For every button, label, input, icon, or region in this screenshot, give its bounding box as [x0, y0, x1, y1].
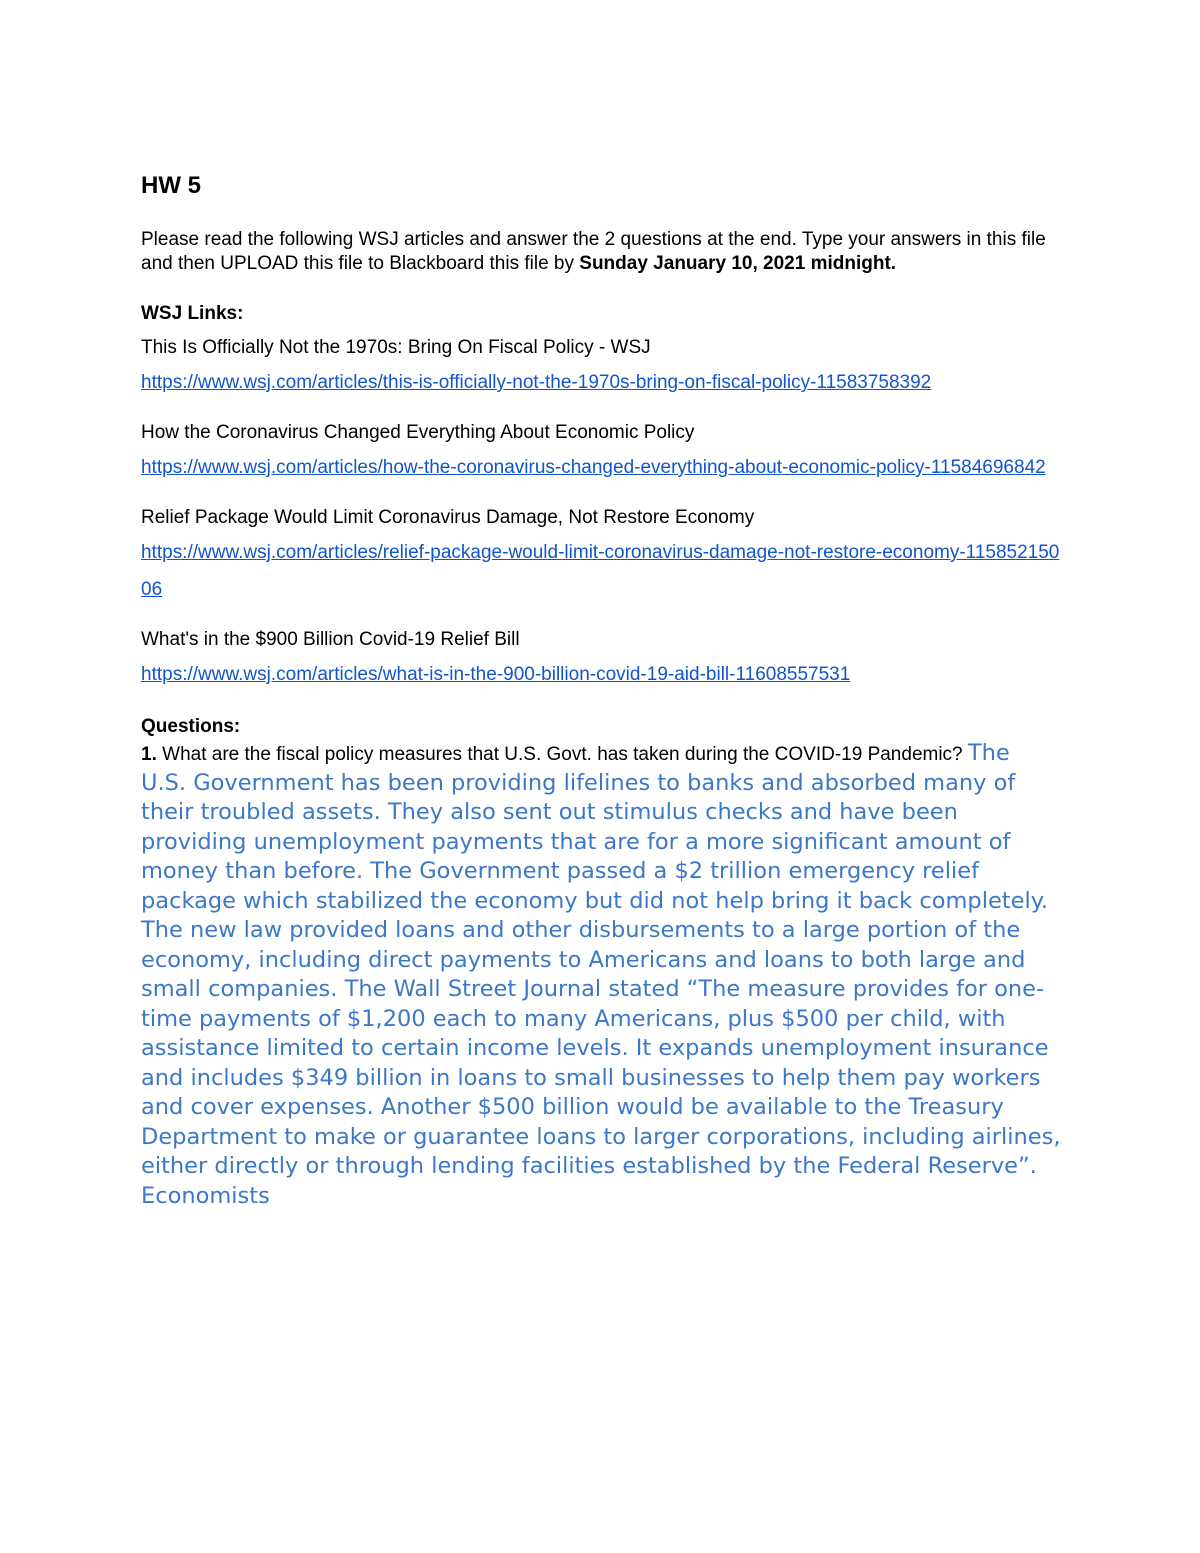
question-number: 1.	[141, 744, 157, 765]
question-1	[141, 739, 1061, 1211]
document-title: HW 5	[141, 172, 201, 199]
article-item	[141, 336, 1061, 401]
article-link[interactable]: https://www.wsj.com/articles/how-the-coronavirus-changed-everything-about-economic-policy-11584696842	[141, 457, 1046, 478]
article-item	[141, 506, 1061, 608]
article-title: What's in the $900 Billion Covid-19 Relief Bill	[141, 629, 520, 650]
article-link[interactable]: https://www.wsj.com/articles/this-is-officially-not-the-1970s-bring-on-fiscal-policy-11583758392	[141, 372, 932, 393]
article-item	[141, 628, 1061, 693]
article-item	[141, 421, 1061, 486]
article-link[interactable]: https://www.wsj.com/articles/relief-package-would-limit-coronavirus-damage-not-restore-economy-11585215006	[141, 542, 1060, 600]
article-title: How the Coronavirus Changed Everything About Economic Policy	[141, 422, 695, 443]
document-page	[141, 168, 1061, 1211]
intro-deadline: Sunday January 10, 2021 midnight.	[579, 253, 897, 274]
questions-heading: Questions:	[141, 716, 241, 737]
article-link[interactable]: https://www.wsj.com/articles/what-is-in-the-900-billion-covid-19-aid-bill-11608557531	[141, 664, 851, 685]
answer-text[interactable]: The U.S. Government has been providing lifelines to banks and absorbed many of their troubled assets. They also sent out stimulus checks and have been providing unemployment payments that are for a more significant amount of money than before. The Government passed a $2 trillion emergency relief package which stabilized the economy but did not help bring it back completely. The new law provided loans and other disbursements to a large portion of the economy, including direct payments to Americans and loans to both large and small companies. The Wall Street Journal stated “The measure provides for one-time payments of $1,200 each to many Americans, plus $500 per child, with assistance limited to certain income levels. It expands unemployment insurance and includes $349 billion in loans to small businesses to help them pay workers and cover expenses. Another $500 billion would be available to the Treasury Department to make or guarantee loans to larger corporations, including airlines, either directly or through lending facilities established by the Federal Reserve”. Economists	[141, 740, 1061, 1209]
article-title: Relief Package Would Limit Coronavirus Damage, Not Restore Economy	[141, 507, 755, 528]
intro-paragraph	[141, 228, 1061, 276]
links-heading: WSJ Links:	[141, 303, 244, 324]
questions-section	[141, 715, 1061, 1211]
article-title: This Is Officially Not the 1970s: Bring On Fiscal Policy - WSJ	[141, 337, 651, 358]
question-text: What are the fiscal policy measures that U.S. Govt. has taken during the COVID-19 Pandemic?	[156, 744, 968, 765]
intro-text: Please read the following WSJ articles and answer the 2 questions at the end. Type your answers in this file and then UPLOAD this file to Blackboard this file by	[141, 229, 1046, 274]
